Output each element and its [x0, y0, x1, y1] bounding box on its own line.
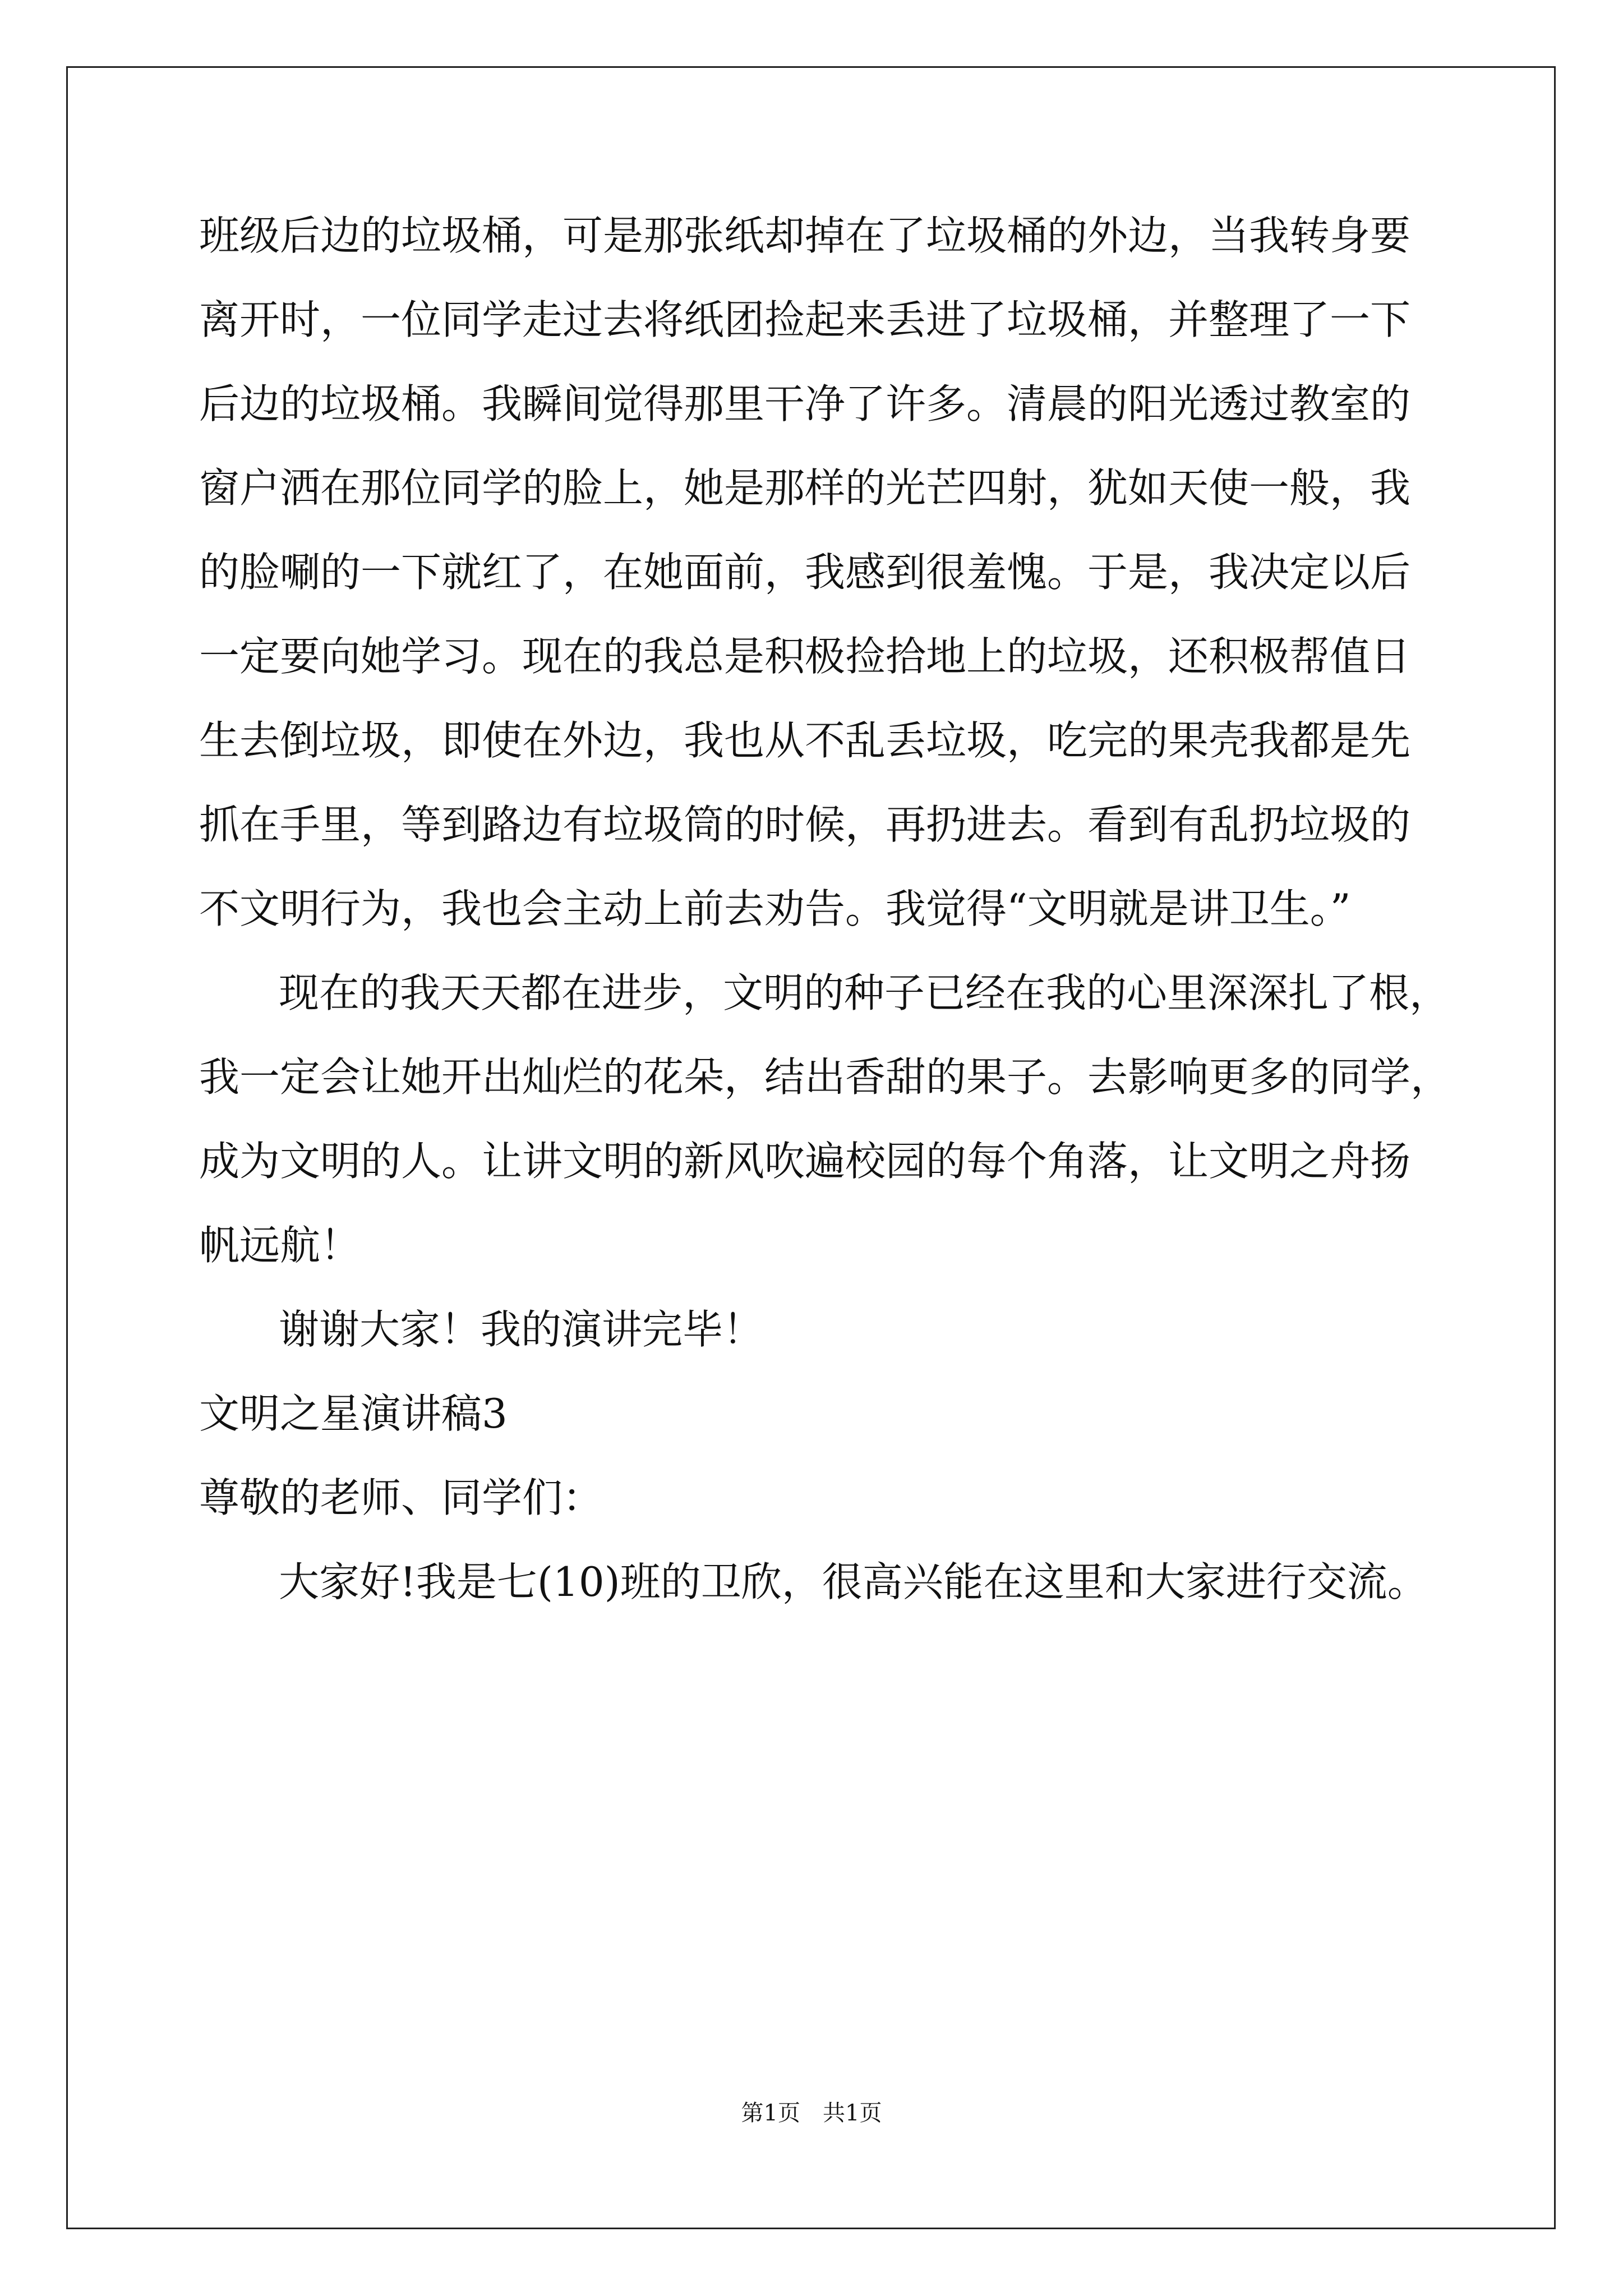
body-line: 现在的我天天都在进步，文明的种子已经在我的心里深深扎了根，	[279, 969, 1450, 1016]
body-line: 后边的垃圾桶。我瞬间觉得那里干净了许多。清晨的阳光透过教室的	[199, 380, 1411, 427]
body-line: 一定要向她学习。现在的我总是积极捡拾地上的垃圾，还积极帮值日	[199, 633, 1411, 680]
body-line: 窗户洒在那位同学的脸上，她是那样的光芒四射，犹如天使一般，我	[199, 464, 1411, 512]
section-title: 文明之星演讲稿3	[199, 1390, 508, 1437]
thanks-line: 谢谢大家！我的演讲完毕！	[279, 1306, 764, 1353]
body-line: 生去倒垃圾，即使在外边，我也从不乱丢垃圾，吃完的果壳我都是先	[199, 717, 1411, 764]
body-line: 我一定会让她开出灿烂的花朵，结出香甜的果子。去影响更多的同学，	[199, 1053, 1451, 1101]
opening-line: 大家好!我是七(10)班的卫欣，很高兴能在这里和大家进行交流。	[279, 1558, 1428, 1605]
salutation: 尊敬的老师、同学们：	[199, 1474, 603, 1521]
body-line: 帆远航！	[199, 1222, 361, 1269]
body-line: 抓在手里，等到路边有垃圾筒的时候，再扔进去。看到有乱扔垃圾的	[199, 801, 1411, 848]
body-line: 不文明行为，我也会主动上前去劝告。我觉得“文明就是讲卫生。”	[199, 885, 1351, 932]
page-footer: 第1页 共1页	[741, 2100, 882, 2126]
body-line: 的脸唰的一下就红了，在她面前，我感到很羞愧。于是，我决定以后	[199, 549, 1411, 596]
body-line: 班级后边的垃圾桶，可是那张纸却掉在了垃圾桶的外边，当我转身要	[199, 212, 1411, 259]
body-line: 成为文明的人。让讲文明的新风吹遍校园的每个角落，让文明之舟扬	[199, 1138, 1411, 1185]
body-line: 离开时，一位同学走过去将纸团捡起来丢进了垃圾桶，并整理了一下	[199, 296, 1411, 343]
